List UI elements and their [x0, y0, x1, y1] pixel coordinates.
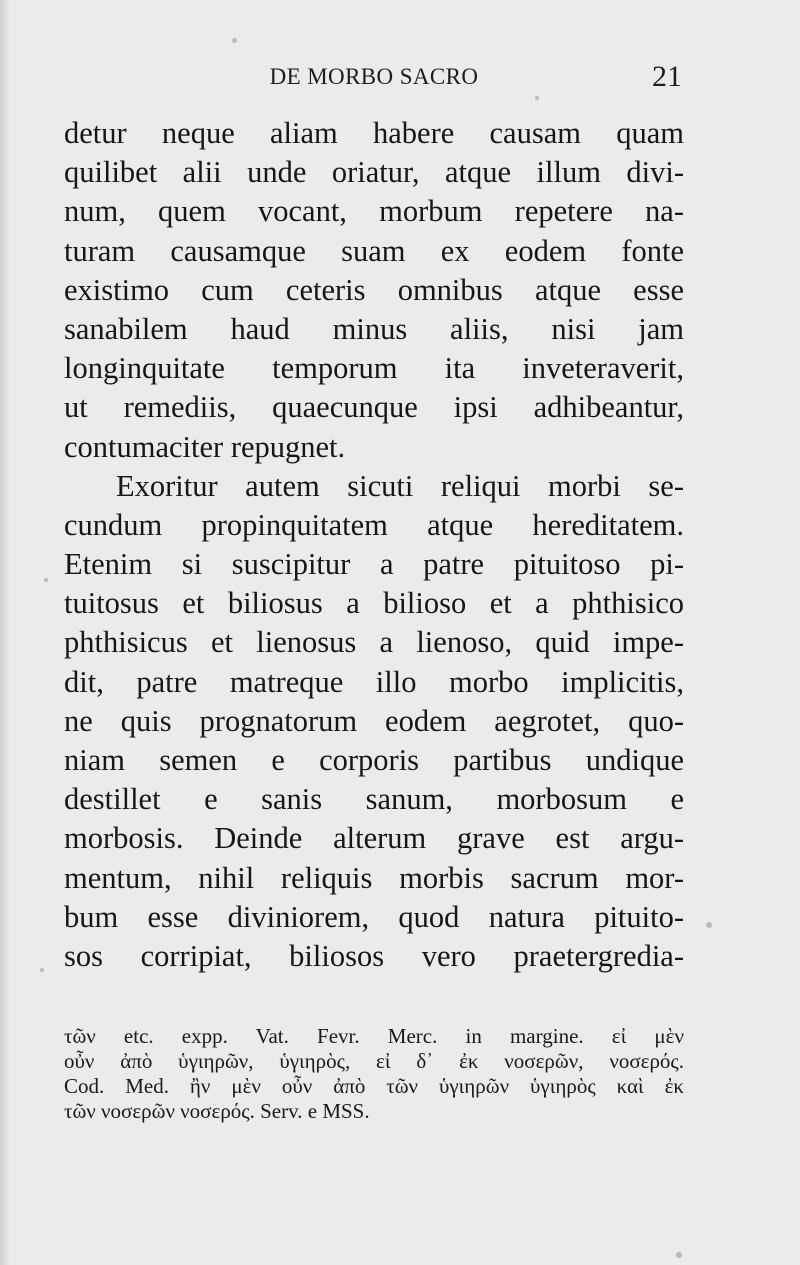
- text-line: tuitosus et biliosus a bilioso et a phthisico: [64, 586, 684, 621]
- text-line: cundum propinquitatem atque hereditatem.: [64, 507, 684, 542]
- page-number: 21: [652, 60, 682, 93]
- text-line: mentum, nihil reliquis morbis sacrum mor-: [64, 860, 684, 895]
- running-title: DE MORBO SACRO: [269, 64, 479, 89]
- text-line: contumaciter repugnet.: [64, 429, 346, 464]
- text-line: ut remediis, quaecunque ipsi adhibeantur,: [64, 390, 684, 425]
- footnote: [64, 1024, 684, 1124]
- text-line: detur neque aliam habere causam quam: [64, 116, 684, 150]
- footnote-line: οὖν ἀπὸ ὑγιηρῶν, ὑγιηρὸς, εἰ δ᾽ ἐκ νοσερῶν, νοσερός.: [64, 1049, 684, 1073]
- footnote-line: Cod. Med. ἢν μὲν οὖν ἀπὸ τῶν ὑγιηρῶν ὑγιηρὸς καὶ ἐκ: [64, 1074, 684, 1098]
- text-line: num, quem vocant, morbum repetere na-: [64, 194, 684, 229]
- paper-speck: [535, 96, 539, 100]
- text-line: phthisicus et lienosus a lienoso, quid impe-: [64, 625, 684, 660]
- text-line: morbosis. Deinde alterum grave est argu-: [64, 821, 684, 856]
- text-line: dit, patre matreque illo morbo implicitis,: [64, 664, 684, 699]
- text-line: turam causamque suam ex eodem fonte: [64, 233, 684, 268]
- text-line: existimo cum ceteris omnibus atque esse: [64, 272, 684, 307]
- text-line: longinquitate temporum ita inveteraverit,: [64, 351, 684, 386]
- text-line: niam semen e corporis partibus undique: [64, 743, 684, 777]
- text-line: sanabilem haud minus aliis, nisi jam: [64, 311, 684, 346]
- body-text: [64, 114, 684, 976]
- text-line: Exoritur autem sicuti reliqui morbi se-: [116, 468, 684, 503]
- text-line: ne quis prognatorum eodem aegrotet, quo-: [64, 703, 684, 738]
- text-line: Etenim si suscipitur a patre pituitoso pi-: [64, 547, 684, 582]
- paper-speck: [676, 1252, 682, 1258]
- text-line: bum esse diviniorem, quod natura pituito-: [64, 899, 684, 934]
- paper-speck: [40, 968, 44, 972]
- paper-speck: [706, 922, 712, 928]
- text-line: sos corripiat, biliosos vero praetergredia-: [64, 938, 684, 973]
- paper-speck: [232, 38, 237, 43]
- footnote-line: τῶν νοσερῶν νοσερός. Serv. e MSS.: [64, 1099, 370, 1123]
- paper-speck: [44, 578, 48, 582]
- footnote-line: τῶν etc. expp. Vat. Fevr. Merc. in margine. εἰ μὲν: [64, 1024, 684, 1048]
- text-line: destillet e sanis sanum, morbosum e: [64, 782, 684, 817]
- text-line: quilibet alii unde oriatur, atque illum divi-: [64, 155, 684, 190]
- running-head: [66, 62, 682, 92]
